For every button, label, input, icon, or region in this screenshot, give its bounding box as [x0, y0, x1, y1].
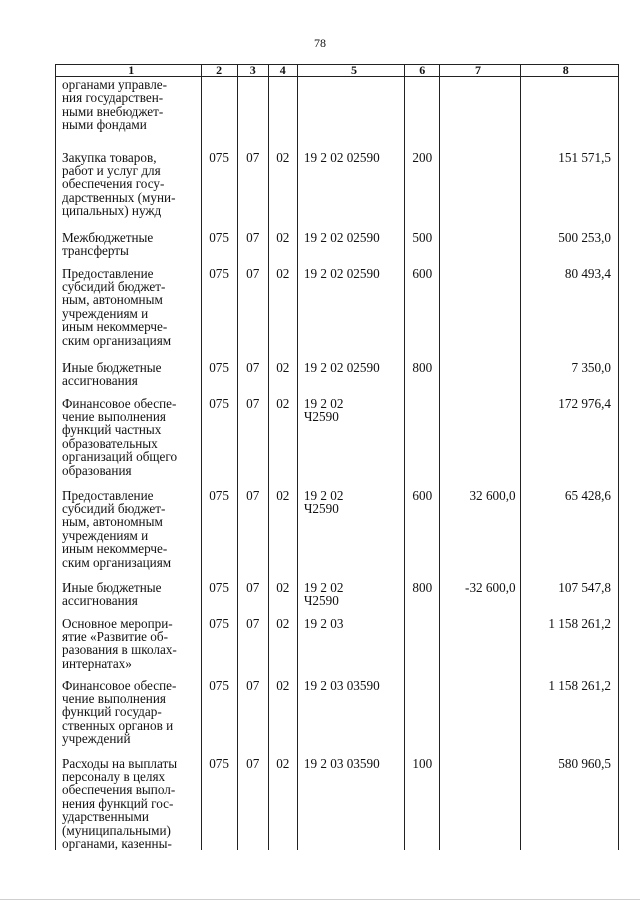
row-expense-type: 600: [405, 481, 440, 573]
row-total-amount: 7 350,0: [520, 353, 618, 389]
row-change-amount: 32 600,0: [440, 481, 520, 573]
row-target-article: 19 2 02 Ч2590: [297, 573, 404, 609]
column-header-3: 3: [237, 65, 268, 77]
row-description: Предоставление субсидий бюджет- ным, автономным учреждениям и иным некоммерче- ским организациям: [56, 259, 202, 353]
row-description: Предоставление субсидий бюджет- ным, автономным учреждениям и иным некоммерче- ским организациям: [56, 481, 202, 573]
table-row: [56, 77, 619, 143]
row-total-amount: 172 976,4: [520, 389, 618, 481]
row-total-amount: 580 960,5: [520, 749, 618, 851]
row-ministry-code: 075: [201, 749, 237, 851]
row-change-amount: [440, 259, 520, 353]
row-section-code: 07: [237, 389, 268, 481]
row-ministry-code: 075: [201, 671, 237, 749]
table-row: [56, 481, 619, 573]
row-expense-type: 800: [405, 573, 440, 609]
row-ministry-code: 075: [201, 481, 237, 573]
row-target-article: [297, 77, 404, 143]
row-total-amount: 151 571,5: [520, 143, 618, 223]
table-row: [56, 353, 619, 389]
row-subsection-code: 02: [268, 749, 297, 851]
row-change-amount: [440, 671, 520, 749]
page-number: 78: [314, 36, 326, 50]
row-section-code: 07: [237, 481, 268, 573]
row-total-amount: 1 158 261,2: [520, 609, 618, 671]
row-ministry-code: [201, 77, 237, 143]
column-header-4: 4: [268, 65, 297, 77]
row-section-code: 07: [237, 573, 268, 609]
table-row: [56, 223, 619, 259]
row-section-code: 07: [237, 749, 268, 851]
row-total-amount: 1 158 261,2: [520, 671, 618, 749]
row-ministry-code: 075: [201, 223, 237, 259]
row-target-article: 19 2 02 Ч2590: [297, 389, 404, 481]
row-description: органами управле- ния государствен- ными внебюджет- ными фондами: [56, 77, 202, 143]
table-header-row: [56, 65, 619, 77]
row-target-article: 19 2 02 02590: [297, 143, 404, 223]
budget-table: [55, 64, 619, 850]
row-ministry-code: 075: [201, 573, 237, 609]
row-change-amount: [440, 77, 520, 143]
row-subsection-code: 02: [268, 259, 297, 353]
row-subsection-code: 02: [268, 609, 297, 671]
row-total-amount: 80 493,4: [520, 259, 618, 353]
page-bottom-edge: [0, 899, 640, 900]
row-description: Финансовое обеспе- чение выполнения функций частных образовательных организаций общего образования: [56, 389, 202, 481]
row-section-code: 07: [237, 353, 268, 389]
row-total-amount: 107 547,8: [520, 573, 618, 609]
row-description: Основное меропри- ятие «Развитие об- разования в школах- интернатах»: [56, 609, 202, 671]
row-description: Межбюджетные трансферты: [56, 223, 202, 259]
row-change-amount: [440, 749, 520, 851]
row-description: Финансовое обеспе- чение выполнения функций государ- ственных органов и учреждений: [56, 671, 202, 749]
table-row: [56, 671, 619, 749]
row-expense-type: [405, 609, 440, 671]
column-header-5: 5: [297, 65, 404, 77]
row-change-amount: [440, 389, 520, 481]
row-expense-type: 800: [405, 353, 440, 389]
row-subsection-code: 02: [268, 223, 297, 259]
table-row: [56, 143, 619, 223]
row-change-amount: [440, 353, 520, 389]
row-subsection-code: 02: [268, 389, 297, 481]
row-subsection-code: 02: [268, 573, 297, 609]
row-expense-type: [405, 389, 440, 481]
row-description: Закупка товаров, работ и услуг для обеспечения госу- дарственных (муни- ципальных) нужд: [56, 143, 202, 223]
column-header-1: 1: [56, 65, 202, 77]
row-target-article: 19 2 02 02590: [297, 259, 404, 353]
row-total-amount: 65 428,6: [520, 481, 618, 573]
row-subsection-code: 02: [268, 671, 297, 749]
row-subsection-code: 02: [268, 143, 297, 223]
row-expense-type: [405, 77, 440, 143]
row-section-code: 07: [237, 223, 268, 259]
table-row: [56, 259, 619, 353]
row-section-code: 07: [237, 609, 268, 671]
row-ministry-code: 075: [201, 609, 237, 671]
row-expense-type: 500: [405, 223, 440, 259]
row-change-amount: [440, 609, 520, 671]
row-expense-type: 100: [405, 749, 440, 851]
row-expense-type: [405, 671, 440, 749]
row-total-amount: [520, 77, 618, 143]
row-description: Иные бюджетные ассигнования: [56, 573, 202, 609]
row-change-amount: [440, 143, 520, 223]
table-row: [56, 749, 619, 851]
row-ministry-code: 075: [201, 389, 237, 481]
column-header-2: 2: [201, 65, 237, 77]
row-target-article: 19 2 03 03590: [297, 671, 404, 749]
row-description: Иные бюджетные ассигнования: [56, 353, 202, 389]
table-row: [56, 573, 619, 609]
row-expense-type: 600: [405, 259, 440, 353]
row-target-article: 19 2 03: [297, 609, 404, 671]
row-change-amount: -32 600,0: [440, 573, 520, 609]
column-header-7: 7: [440, 65, 520, 77]
row-section-code: 07: [237, 143, 268, 223]
row-expense-type: 200: [405, 143, 440, 223]
column-header-8: 8: [520, 65, 618, 77]
table-row: [56, 389, 619, 481]
row-ministry-code: 075: [201, 353, 237, 389]
row-subsection-code: [268, 77, 297, 143]
row-subsection-code: 02: [268, 353, 297, 389]
row-target-article: 19 2 02 02590: [297, 223, 404, 259]
column-header-6: 6: [405, 65, 440, 77]
row-section-code: 07: [237, 259, 268, 353]
row-target-article: 19 2 02 Ч2590: [297, 481, 404, 573]
row-change-amount: [440, 223, 520, 259]
row-target-article: 19 2 02 02590: [297, 353, 404, 389]
row-section-code: 07: [237, 671, 268, 749]
row-total-amount: 500 253,0: [520, 223, 618, 259]
table-row: [56, 609, 619, 671]
row-target-article: 19 2 03 03590: [297, 749, 404, 851]
row-subsection-code: 02: [268, 481, 297, 573]
row-section-code: [237, 77, 268, 143]
row-description: Расходы на выплаты персоналу в целях обеспечения выпол- нения функций гос- ударственными (муниципальными) органами, казенны-: [56, 749, 202, 851]
row-ministry-code: 075: [201, 143, 237, 223]
row-ministry-code: 075: [201, 259, 237, 353]
